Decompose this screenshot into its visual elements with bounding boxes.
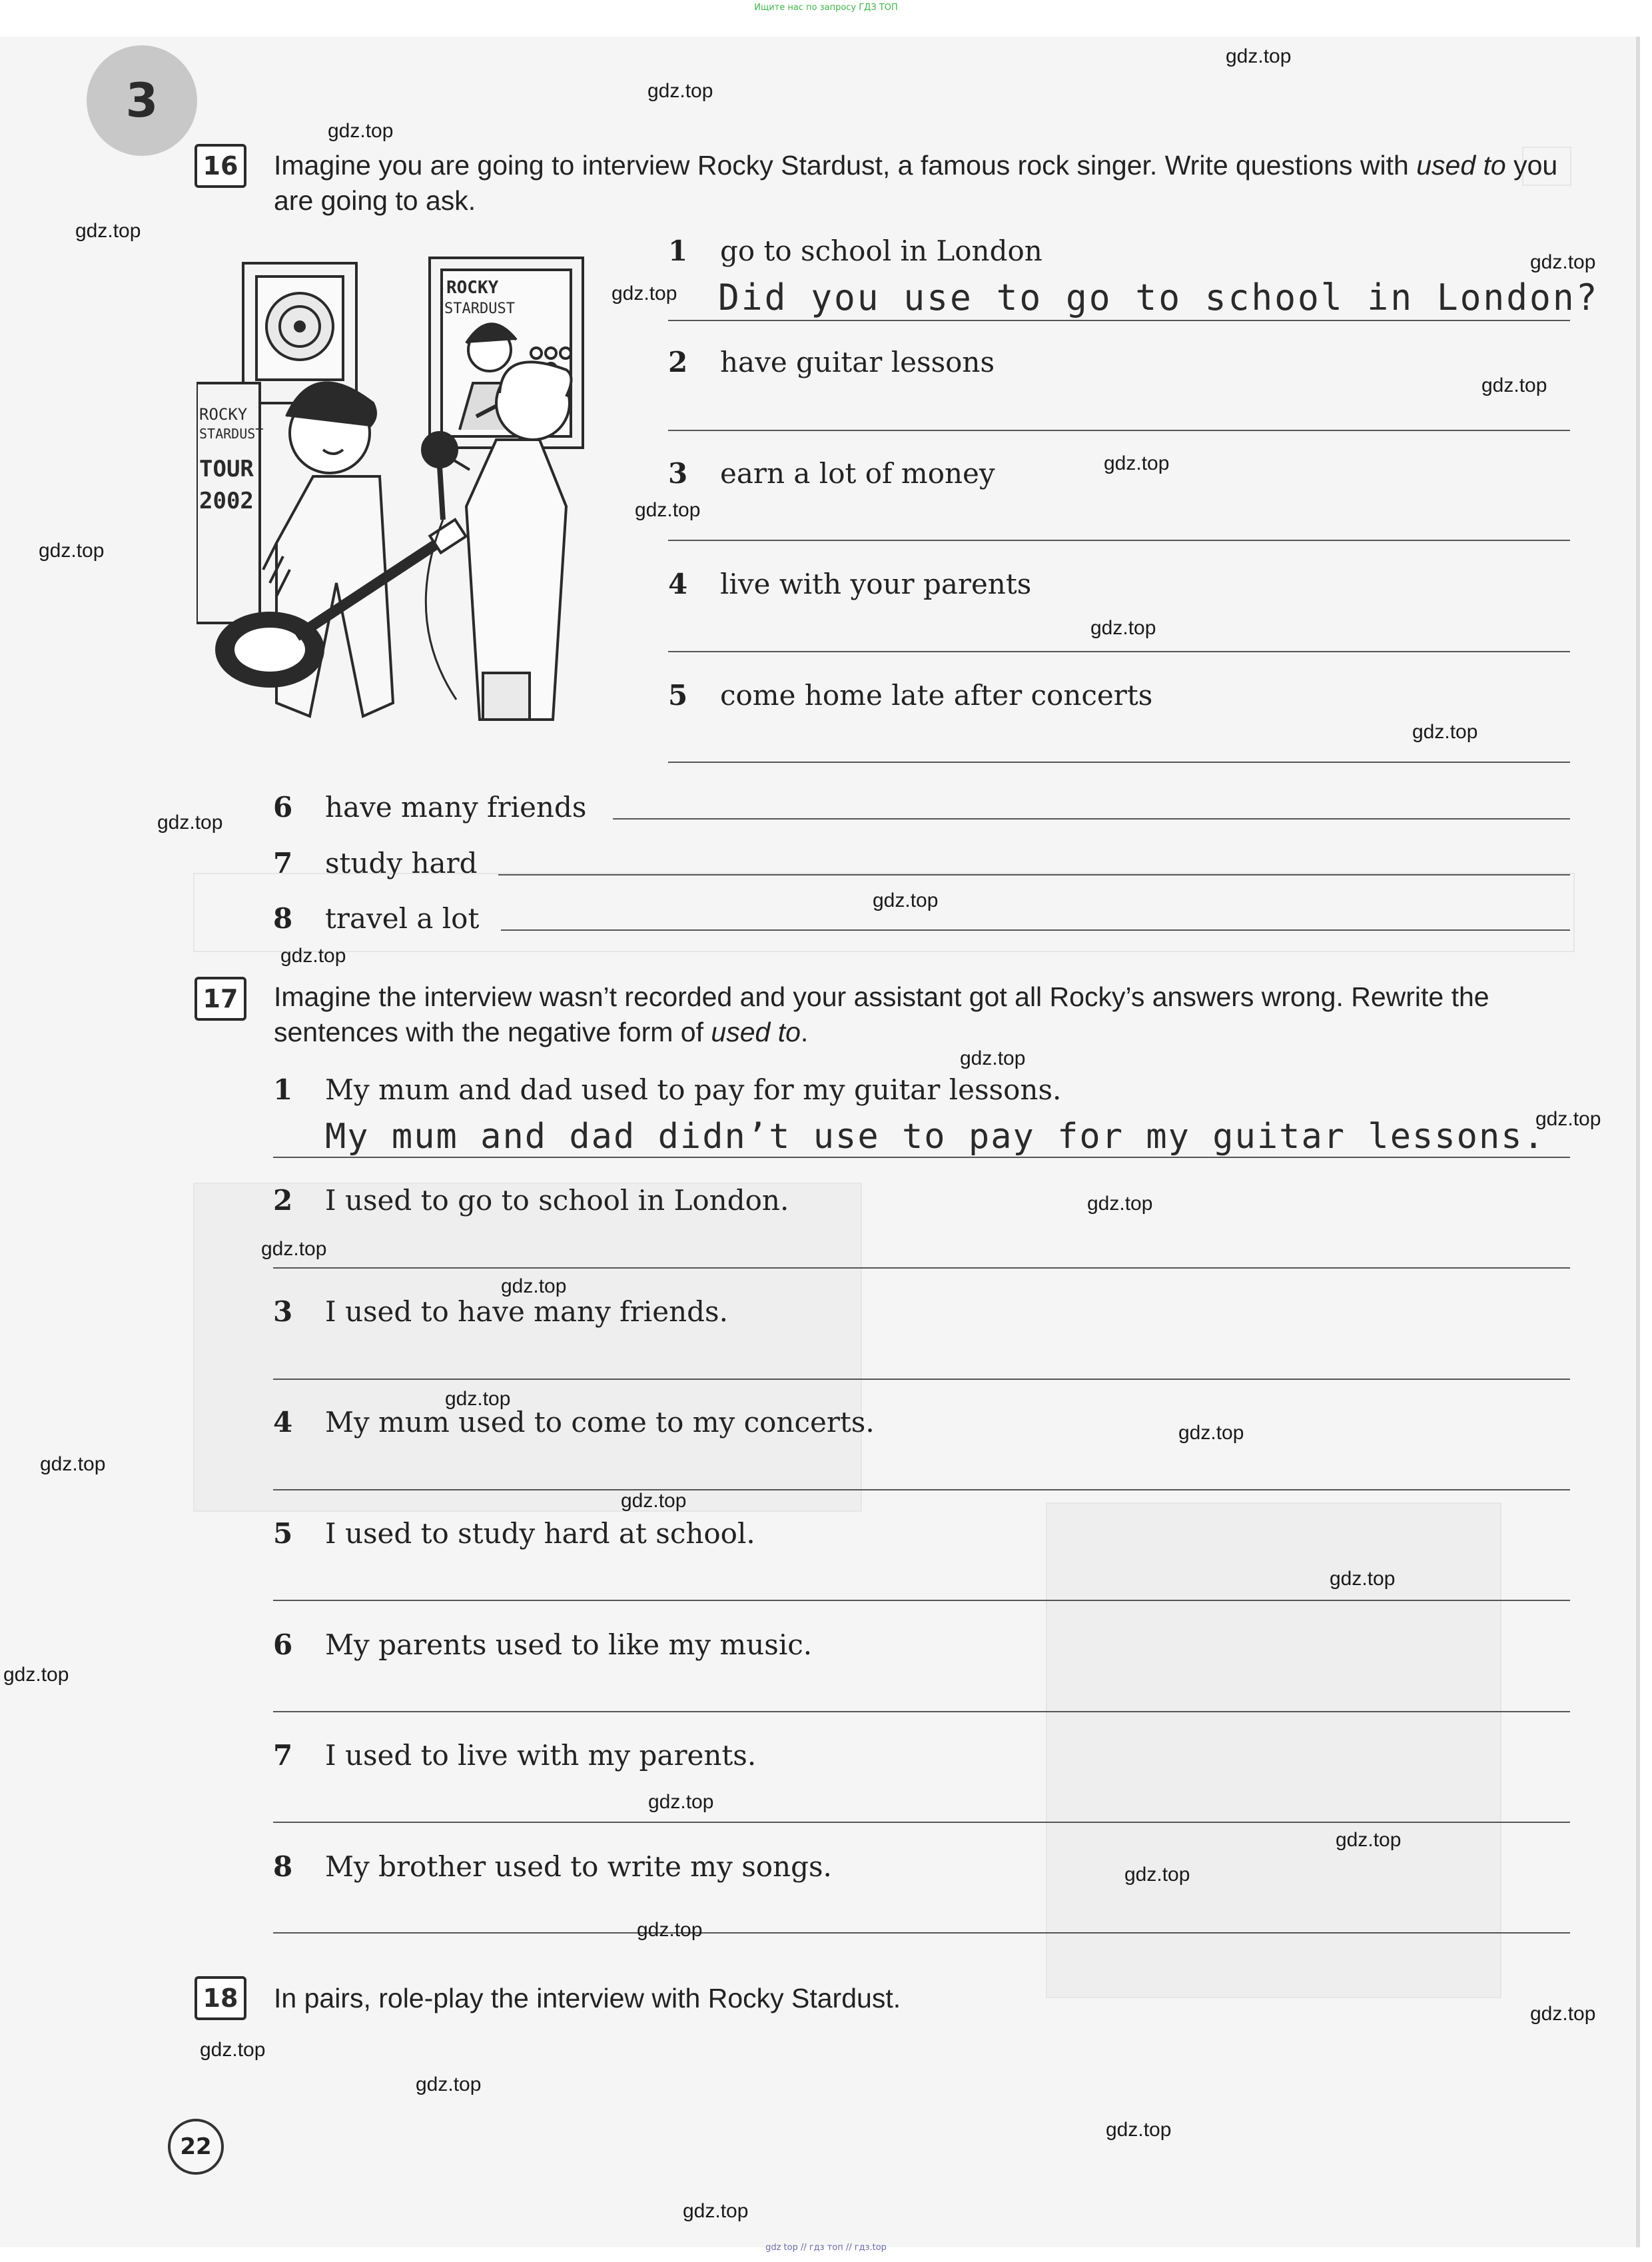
ex17-answer-line-3[interactable] [273, 1379, 1570, 1380]
watermark-link[interactable]: gdz.top [501, 1275, 567, 1297]
watermark-link[interactable]: gdz.top [635, 499, 701, 521]
ex16-item: 8 travel a lot [273, 902, 480, 935]
ex17-answer-line-7[interactable] [273, 1822, 1570, 1823]
ex17-item: 4 My mum used to come to my concerts. [273, 1406, 875, 1438]
watermark-link[interactable]: gdz.top [445, 1388, 511, 1410]
watermark-link[interactable]: gdz.top [612, 283, 677, 304]
ex16-item: 5 come home late after concerts [668, 679, 1153, 712]
ex17-item: 7 I used to live with my parents. [273, 1739, 757, 1772]
ex17-item: 8 My brother used to write my songs. [273, 1850, 832, 1883]
instruction-text: Imagine the interview wasn’t recorded and your assistant got all Rocky’s answers wrong. Rewrite the sentences with the negative form of [274, 981, 1489, 1047]
watermark-link[interactable]: gdz.top [1535, 1108, 1601, 1130]
ex17-answer-line-5[interactable] [273, 1600, 1570, 1601]
rocky-interview-illustration [197, 250, 610, 730]
tour-poster-line-3: TOUR [199, 456, 254, 482]
watermark-link[interactable]: gdz.top [280, 945, 346, 967]
watermark-link[interactable]: gdz.top [1124, 1864, 1190, 1886]
ex16-item: 1 go to school in London [668, 235, 1042, 267]
watermark-link[interactable]: gdz.top [637, 1919, 703, 1941]
watermark-link[interactable]: gdz.top [960, 1047, 1026, 1069]
poster-title-2: STARDUST [444, 300, 515, 317]
ex17-item: 3 I used to have many friends. [273, 1295, 728, 1328]
ex17-answer-line-6[interactable] [273, 1711, 1570, 1712]
unit-badge: 3 [87, 45, 197, 156]
exercise-16-instruction [274, 148, 1573, 219]
watermark-link[interactable]: gdz.top [39, 540, 105, 562]
ex16-answer-line-8[interactable] [501, 929, 1570, 931]
top-banner: Ищите нас по запросу ГДЗ ТОП [754, 3, 898, 13]
ex16-item: 4 live with your parents [668, 568, 1032, 600]
watermark-link[interactable]: gdz.top [1412, 721, 1478, 743]
ex16-answer-line-4[interactable] [668, 651, 1570, 652]
instruction-text: Imagine you are going to interview Rocky Stardust, a famous rock singer. Write questions with [274, 150, 1409, 181]
ex17-answer-line-8[interactable] [273, 1932, 1570, 1934]
ex17-item: 5 I used to study hard at school. [273, 1517, 755, 1550]
watermark-link[interactable]: gdz.top [1178, 1422, 1244, 1444]
watermark-link[interactable]: gdz.top [328, 120, 394, 142]
watermark-link[interactable]: gdz.top [647, 80, 713, 102]
ex16-answer-1: Did you use to go to school in London? [718, 277, 1599, 318]
exercise-18-number: 18 [195, 1976, 246, 2020]
watermark-link[interactable]: gdz.top [1530, 2003, 1596, 2025]
watermark-link[interactable]: gdz.top [873, 889, 939, 911]
ex17-answer-1: My mum and dad didn’t use to pay for my guitar lessons. [325, 1117, 1545, 1157]
watermark-link[interactable]: gdz.top [1481, 374, 1547, 396]
watermark-link[interactable]: gdz.top [683, 2200, 749, 2222]
watermark-link[interactable]: gdz.top [648, 1791, 714, 1813]
instruction-text-end: you are going to ask. [274, 150, 1558, 216]
ex16-answer-line-5[interactable] [668, 762, 1570, 763]
watermark-link[interactable]: gdz.top [3, 1664, 69, 1686]
exercise-17-instruction [274, 979, 1573, 1050]
watermark-link[interactable]: gdz.top [416, 2073, 482, 2095]
tour-poster-line-1: ROCKY [199, 405, 248, 424]
instruction-italic: used to [1416, 150, 1506, 181]
bleed-through-photo [1046, 1502, 1501, 1998]
tour-poster-line-4: 2002 [199, 488, 254, 514]
watermark-link[interactable]: gdz.top [75, 220, 141, 242]
bottom-footer: gdz top // гдз топ // гдз.top [765, 2243, 887, 2253]
ex17-answer-line-2[interactable] [273, 1267, 1570, 1269]
ex16-answer-line-2[interactable] [668, 430, 1570, 431]
ex17-item: 1 My mum and dad used to pay for my guitar lessons. [273, 1073, 1062, 1106]
watermark-link[interactable]: gdz.top [621, 1490, 687, 1512]
instruction-italic: used to [711, 1017, 801, 1047]
ex16-answer-line-6[interactable] [613, 818, 1570, 820]
exercise-18-instruction: In pairs, role-play the interview with Rocky Stardust. [274, 1983, 901, 2013]
ex16-answer-line-3[interactable] [668, 540, 1570, 541]
watermark-link[interactable]: gdz.top [200, 2039, 266, 2061]
ex17-item: 6 My parents used to like my music. [273, 1628, 813, 1661]
watermark-link[interactable]: gdz.top [157, 812, 223, 834]
watermark-link[interactable]: gdz.top [1330, 1568, 1396, 1590]
watermark-link[interactable]: gdz.top [40, 1453, 106, 1475]
ex16-answer-line-7[interactable] [498, 874, 1570, 875]
ex16-item: 7 study hard [273, 847, 478, 879]
exercise-17-number: 17 [195, 977, 246, 1021]
ex16-answer-line-1[interactable] [668, 320, 1570, 321]
ex16-item: 2 have guitar lessons [668, 346, 995, 378]
illustration-drawing [197, 250, 610, 730]
page-number: 22 [168, 2119, 224, 2175]
poster-title-1: ROCKY [446, 278, 499, 298]
instruction-text-end: . [800, 1017, 809, 1047]
ex17-item: 2 I used to go to school in London. [273, 1184, 789, 1217]
ex16-item: 3 earn a lot of money [668, 457, 995, 490]
watermark-link[interactable]: gdz.top [1104, 452, 1170, 474]
bleed-through-photo [193, 1183, 862, 1512]
ex17-answer-line-1[interactable] [273, 1157, 1570, 1158]
ex16-item: 6 have many friends [273, 791, 587, 824]
watermark-link[interactable]: gdz.top [261, 1238, 327, 1260]
ex17-answer-line-4[interactable] [273, 1489, 1570, 1490]
watermark-link[interactable]: gdz.top [1090, 617, 1156, 639]
watermark-link[interactable]: gdz.top [1530, 251, 1596, 273]
watermark-link[interactable]: gdz.top [1336, 1829, 1402, 1851]
watermark-link[interactable]: gdz.top [1106, 2119, 1172, 2141]
watermark-link[interactable]: gdz.top [1226, 45, 1292, 67]
tour-poster-line-2: STARDUST [199, 426, 264, 442]
exercise-16-number: 16 [195, 144, 246, 188]
watermark-link[interactable]: gdz.top [1087, 1193, 1153, 1215]
